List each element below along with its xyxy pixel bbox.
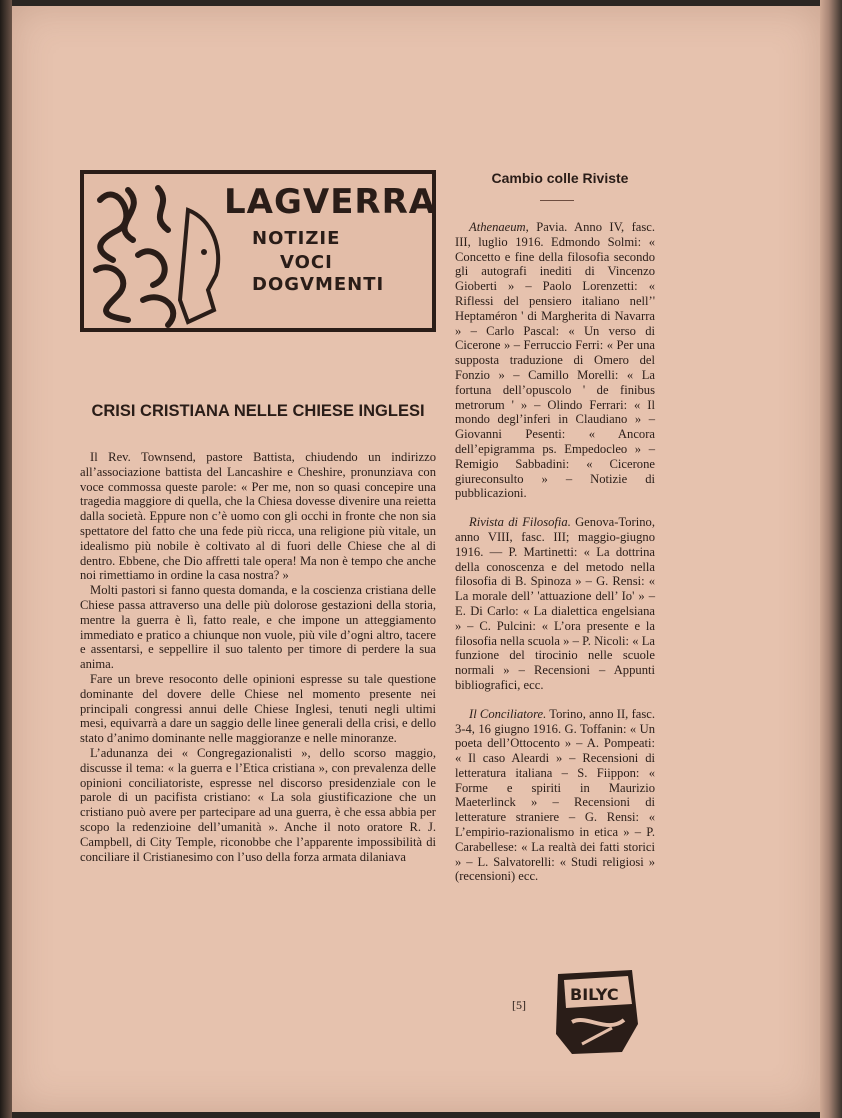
masthead-line-notizie: NOTIZIE	[252, 228, 341, 249]
article-body	[80, 450, 436, 864]
article-paragraph: Fare un breve resoconto delle opinioni espresse su tale questione dominante del dovere delle Chiese nel momento presente nei principali congressi annui delle Chiese Inglesi, tenuti negli ultimi mesi, equivarrà a dare un saggio delle linee generali della crisi, e dello stato d’animo dominante nelle maggioranze e nelle minoranze.	[80, 671, 436, 746]
journal-text: Torino, anno II, fasc. 3-4, 16 giugno 1916. G. Toffanin: « Un poeta dell’Ottocento » – A. Pompeati: « Il caso Aleardi » – Recensioni di letteratura italiana – S. Fiippon: « Forme e spiriti in Maurizio Maeterlinck » – Recensioni di letterature straniere – G. Rensi: « L’empirio-razionalismo in etica » – P. Carabellese: « La realtà dei fatti storici » – L. Salvatorelli: « Studi religiosi » (recensioni) ecc.	[455, 706, 655, 884]
journal-text: Genova-Torino, anno VIII, fasc. III; maggio-giugno 1916. — P. Martinetti: « La dottrina della conoscenza e del metodo nella filosofia di B. Spinoza » – G. Rensi: « La morale dell’ 'attuazione dell’ Io' » – E. Di Carlo: « La dialettica engelsiana » – C. Pulcini: « L’ora presente e la filosofia nella scuola » – P. Nicoli: « La funzione del tirocinio nelle scuole normali » – Recensioni – Appunti bibliografici, ecc.	[455, 515, 655, 692]
masthead-title: LAGVERRA	[224, 182, 437, 222]
journal-name: Rivista di Filosofia.	[469, 515, 571, 530]
masthead-woodcut	[80, 170, 436, 332]
article-paragraph: Il Rev. Townsend, pastore Battista, chiudendo un indirizzo all’associazione battista del Lancashire e Cheshire, pronunziava con voce commossa queste parole: « Per me, non so quasi concepire una tragedia maggiore di quella, che la Chiesa dovesse divenire una reietta dalla società. Eppure non c’è uomo con gli occhi in fronte che non sia spettatore del fatto che una fede più ricca, una religione più vitale, un idealismo più nobile è coltivato al di fuori delle Chiese che al di dentro. Ebbene, che Dio affretti tale opera! Ma non è tempo che anche noi rimettiamo in ordine la casa nostra? »	[80, 450, 436, 583]
svg-text:BILYC: BILYC	[570, 985, 619, 1004]
journal-list	[455, 220, 655, 898]
medusa-head-icon	[88, 180, 228, 330]
article-paragraph: Molti pastori si fanno questa domanda, e la coscienza cristiana delle Chiese passa attraverso una delle più dolorose gestazioni della storia, mentre la guerra è lì, fatto reale, e che impone un atteggiamento immediato e pratico a chiunque non vuole, più vile d’ogni altro, tacere e assentarsi, e seppellire il suo talento per timore di perdere la sua anima.	[80, 583, 436, 672]
binding-shadow	[0, 0, 12, 1118]
journal-entry	[455, 220, 655, 501]
journal-name: Il Conciliatore.	[469, 706, 547, 721]
page-number: [5]	[512, 998, 526, 1012]
masthead-line-voci: VOCI	[280, 252, 333, 273]
masthead-line-documenti: DOGVMENTI	[252, 274, 385, 295]
article-title: CRISI CRISTIANA NELLE CHIESE INGLESI	[91, 402, 425, 420]
page-edge	[820, 0, 842, 1118]
title-divider	[540, 200, 574, 201]
bilychnis-logo-icon	[552, 964, 644, 1058]
journal-entry	[455, 515, 655, 693]
journal-entry	[455, 707, 655, 885]
article-paragraph: L’adunanza dei « Congregazionalisti », dello scorso maggio, discusse il tema: « la guerra e l’Etica cristiana », con prevalenza delle opinioni conciliatoriste, espresse nel discorso presidenziale con le parole di un pacifista cristiano: « La sola giustificazione che un cristiano può avere per partecipare ad una guerra, è che essa abbia per scopo la redenzioine dell’umanità ». Anche il noto oratore R. J. Campbell, di City Temple, riconobbe che l’apparente impossibilità di conciliare il Cristianesimo con l’uso della forza armata dilaniava	[80, 745, 436, 864]
journal-text: Pavia. Anno IV, fasc. III, luglio 1916. Edmondo Solmi: « Concetto e fine della filosofia secondo gli autografi inediti di Vincenzo Gioberti » – Paolo Lorenzetti: « Riflessi del pensiero italiano nell’' Heptaméron ' di Margherita di Navarra » – Carlo Pascal: « Un verso di Cicerone » – Ferruccio Ferri: « Per una supposta traduzione di Omero del Fonzio » – Camillo Morelli: « La fortuna dell’opuscolo ' de finibus metrorum ' » – Olindo Ferrari: « Il mondo degl’inferi in Claudiano » – Giovanni Pesenti: « Ancora dell’epigramma ps. Empedocleo » – Remigio Sabbadini: « Cicerone giureconsulto » – Notizie di pubblicazioni.	[455, 220, 655, 501]
section-title: Cambio colle Riviste	[491, 170, 629, 186]
journal-name: Athenaeum,	[469, 220, 529, 234]
